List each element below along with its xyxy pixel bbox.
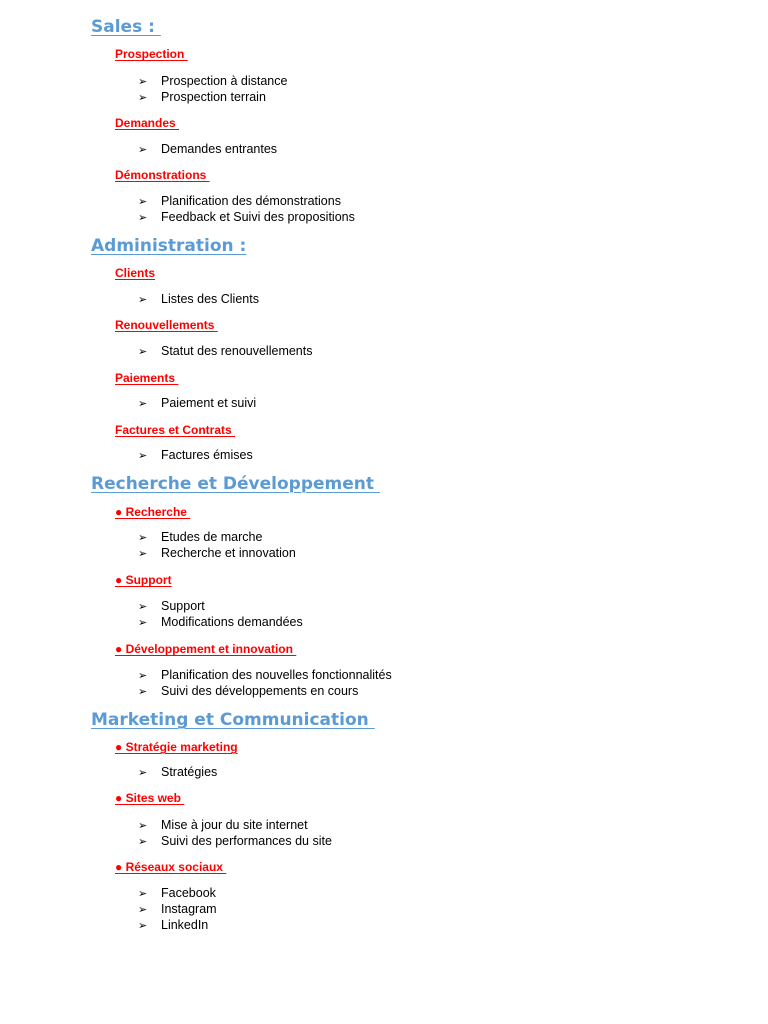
- arrowhead-bullet-icon: ➢: [138, 601, 148, 613]
- section-heading-recherche-et-developpement: Recherche et Développement: [91, 474, 380, 494]
- list-item: [138, 902, 217, 918]
- subsection-heading-factures-et-contrats: Factures et Contrats: [115, 423, 236, 437]
- list-item-text: Instagram: [161, 902, 217, 916]
- arrowhead-bullet-icon: ➢: [138, 920, 148, 932]
- list-item: [138, 599, 205, 615]
- section-heading-marketing-et-communication: Marketing et Communication: [91, 710, 375, 730]
- arrowhead-bullet-icon: ➢: [138, 294, 148, 306]
- list-item: [138, 448, 253, 464]
- list-item-text: Etudes de marche: [161, 530, 263, 544]
- list-item-text: Support: [161, 599, 205, 613]
- arrowhead-bullet-icon: ➢: [138, 92, 148, 104]
- list-item: [138, 546, 296, 562]
- list-item-text: Modifications demandées: [161, 615, 303, 629]
- list-item: [138, 834, 332, 850]
- list-item: [138, 818, 308, 834]
- list-item: [138, 668, 392, 684]
- arrowhead-bullet-icon: ➢: [138, 212, 148, 224]
- list-item-text: Planification des nouvelles fonctionnalités: [161, 668, 392, 682]
- list-item-text: Prospection à distance: [161, 74, 288, 88]
- list-item-text: Listes des Clients: [161, 292, 259, 306]
- arrowhead-bullet-icon: ➢: [138, 888, 148, 900]
- subsection-heading-recherche: ● Recherche: [115, 505, 191, 519]
- subsection-heading-paiements: Paiements: [115, 371, 179, 385]
- subsection-heading-prospection: Prospection: [115, 47, 188, 61]
- list-item-text: Suivi des performances du site: [161, 834, 332, 848]
- list-item-text: Demandes entrantes: [161, 142, 278, 156]
- list-item-text: Factures émises: [161, 448, 253, 462]
- subsection-heading-strategie-marketing: ● Stratégie marketing: [115, 740, 238, 754]
- list-item-text: Recherche et innovation: [161, 546, 296, 560]
- list-item: [138, 886, 216, 902]
- arrowhead-bullet-icon: ➢: [138, 820, 148, 832]
- arrowhead-bullet-icon: ➢: [138, 548, 148, 560]
- list-item-text: Stratégies: [161, 765, 218, 779]
- list-item: [138, 194, 341, 210]
- arrowhead-bullet-icon: ➢: [138, 450, 148, 462]
- list-item: [138, 765, 217, 781]
- list-item: [138, 90, 266, 106]
- list-item: [138, 142, 277, 158]
- list-item-text: Statut des renouvellements: [161, 344, 313, 358]
- arrowhead-bullet-icon: ➢: [138, 196, 148, 208]
- arrowhead-bullet-icon: ➢: [138, 670, 148, 682]
- section-heading-sales: Sales :: [91, 17, 161, 37]
- list-item: [138, 210, 355, 226]
- list-item: [138, 918, 208, 934]
- list-item: [138, 615, 303, 631]
- list-item: [138, 74, 287, 90]
- subsection-heading-demonstrations: Démonstrations: [115, 168, 210, 182]
- arrowhead-bullet-icon: ➢: [138, 144, 148, 156]
- list-item: [138, 530, 262, 546]
- list-item-text: Feedback et Suivi des propositions: [161, 210, 355, 224]
- subsection-heading-support: ● Support: [115, 573, 172, 587]
- arrowhead-bullet-icon: ➢: [138, 904, 148, 916]
- list-item-text: Suivi des développements en cours: [161, 684, 359, 698]
- list-item-text: Mise à jour du site internet: [161, 818, 308, 832]
- list-item: [138, 292, 259, 308]
- list-item-text: LinkedIn: [161, 918, 209, 932]
- subsection-heading-developpement-et-innovation: ● Développement et innovation: [115, 642, 297, 656]
- list-item-text: Prospection terrain: [161, 90, 266, 104]
- list-item-text: Paiement et suivi: [161, 396, 257, 410]
- arrowhead-bullet-icon: ➢: [138, 767, 148, 779]
- section-heading-administration: Administration :: [91, 236, 247, 256]
- arrowhead-bullet-icon: ➢: [138, 617, 148, 629]
- subsection-heading-sites-web: ● Sites web: [115, 791, 185, 805]
- list-item-text: Facebook: [161, 886, 216, 900]
- list-item: [138, 396, 256, 412]
- arrowhead-bullet-icon: ➢: [138, 532, 148, 544]
- list-item: [138, 344, 312, 360]
- list-item: [138, 684, 358, 700]
- arrowhead-bullet-icon: ➢: [138, 76, 148, 88]
- arrowhead-bullet-icon: ➢: [138, 398, 148, 410]
- list-item-text: Planification des démonstrations: [161, 194, 341, 208]
- subsection-heading-demandes: Demandes: [115, 116, 180, 130]
- subsection-heading-renouvellements: Renouvellements: [115, 318, 218, 332]
- subsection-heading-clients: Clients: [115, 266, 156, 280]
- arrowhead-bullet-icon: ➢: [138, 836, 148, 848]
- arrowhead-bullet-icon: ➢: [138, 686, 148, 698]
- subsection-heading-reseaux-sociaux: ● Réseaux sociaux: [115, 860, 227, 874]
- arrowhead-bullet-icon: ➢: [138, 346, 148, 358]
